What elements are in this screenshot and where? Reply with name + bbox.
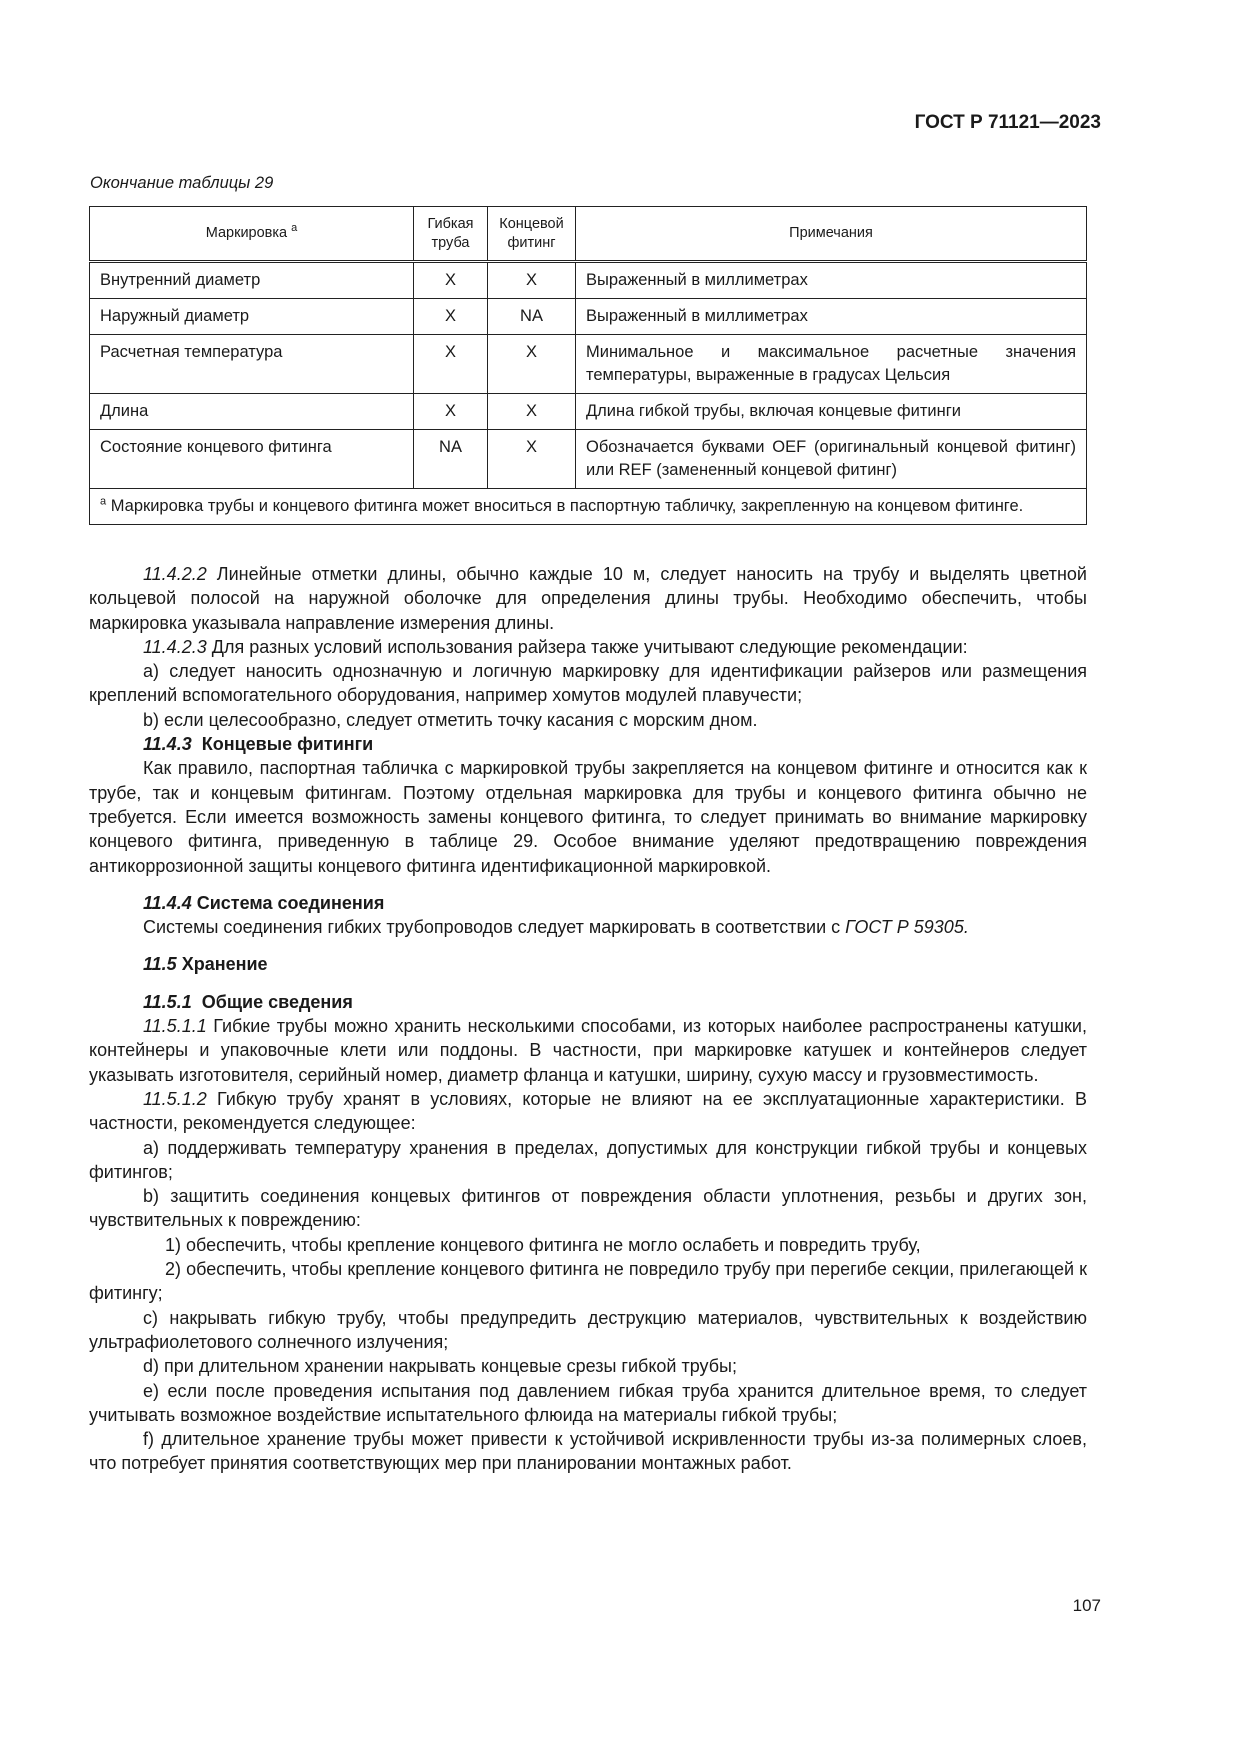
cell-marking: Длина	[90, 394, 414, 430]
heading-11-5: 11.5 Хранение	[143, 954, 268, 975]
table-29	[89, 206, 1087, 525]
table-row	[90, 262, 1087, 299]
cell-marking: Внутренний диаметр	[90, 262, 414, 299]
cell-pipe: NA	[414, 430, 488, 489]
paragraph-11-5-1-2: 11.5.1.2 Гибкую трубу хранят в условиях, которые не влияют на ее эксплуатационные характеристики. В частности, рекомендуется следующее:	[89, 1088, 1087, 1134]
table-footnote: $^a$ Маркировка трубы и концевого фитинга может вноситься в паспортную табличку, закрепленную на концевом фитинге.	[90, 489, 1087, 525]
cell-pipe: X	[414, 299, 488, 335]
list-item: f) длительное хранение трубы может привести к устойчивой искривленности трубы из-за полимерных слоев, что потребует принятия соответствующих мер при планировании монтажных работ.	[89, 1429, 1087, 1474]
cell-marking: Наружный диаметр	[90, 299, 414, 335]
list-subitem: 1) обеспечить, чтобы крепление концевого фитинга не могло ослабеть и повредить трубу,	[165, 1234, 921, 1255]
table-row	[90, 335, 1087, 394]
cell-note: Выраженный в миллиметрах	[576, 299, 1087, 335]
table-row	[90, 430, 1087, 489]
paragraph-11-4-3: Как правило, паспортная табличка с маркировкой трубы закрепляется на концевом фитинге и относится как к трубе, так и концевым фитингам. Поэтому отдельная маркировка для трубы и концевого фитинга обычно не требуется. Если имеется возможность замены концевого фитинга, то следует принимать во внимание маркировку концевого фитинга, приведенную в таблице 29. Особое внимание уделяют предотвращению повреждения антикоррозионной защиты концевого фитинга идентификационной маркировкой.	[89, 758, 1087, 876]
heading-11-5-1: 11.5.1 Общие сведения	[143, 991, 353, 1012]
standard-reference: ГОСТ Р 59305.	[845, 917, 969, 938]
cell-note: Минимальное и максимальное расчетные значения температуры, выраженные в градусах Цельсия	[576, 335, 1087, 394]
col-header-notes: Примечания	[576, 207, 1087, 262]
cell-pipe: X	[414, 335, 488, 394]
cell-pipe: X	[414, 394, 488, 430]
list-item: b) защитить соединения концевых фитингов от повреждения области уплотнения, резьбы и других зон, чувствительных к повреждению:	[89, 1186, 1087, 1231]
cell-note: Длина гибкой трубы, включая концевые фитинги	[576, 394, 1087, 430]
table-row	[90, 394, 1087, 430]
paragraph-11-4-2-3: 11.4.2.3 Для разных условий использования райзера также учитывают следующие рекомендации:	[143, 636, 968, 657]
cell-fitting: X	[488, 262, 576, 299]
cell-marking: Расчетная температура	[90, 335, 414, 394]
heading-11-4-4: 11.4.4 Система соединения	[143, 892, 385, 913]
list-item: e) если после проведения испытания под давлением гибкая труба хранится длительное время, то следует учитывать возможное воздействие испытательного флюида на материалы гибкой трубы;	[89, 1380, 1087, 1425]
list-item: a) поддерживать температуру хранения в пределах, допустимых для конструкции гибкой трубы и концевых фитингов;	[89, 1137, 1087, 1182]
list-item: d) при длительном хранении накрывать концевые срезы гибкой трубы;	[143, 1356, 737, 1377]
table-footnote-row	[90, 489, 1087, 525]
cell-fitting: X	[488, 335, 576, 394]
cell-fitting: NA	[488, 299, 576, 335]
cell-fitting: X	[488, 394, 576, 430]
body-text	[89, 562, 1087, 1476]
col-header-marking: Маркировка $^a$	[90, 207, 414, 262]
cell-note: Обозначается буквами OEF (оригинальный концевой фитинг) или REF (замененный концевой фитинг)	[576, 430, 1087, 489]
footnote-marker: a	[100, 495, 107, 508]
table-header-row	[90, 207, 1087, 262]
list-subitem: 2) обеспечить, чтобы крепление концевого фитинга не повредило трубу при перегибе секции, прилегающей к фитингу;	[89, 1259, 1087, 1304]
footnote-ref: a	[291, 222, 298, 235]
list-item: c) накрывать гибкую трубу, чтобы предупредить деструкцию материалов, чувствительных к воздействию ультрафиолетового солнечного излучения;	[89, 1307, 1087, 1352]
page-number: 107	[1072, 1596, 1101, 1615]
col-header-fitting: Концевой фитинг	[488, 207, 576, 262]
heading-11-4-3: 11.4.3 Концевые фитинги	[143, 734, 374, 755]
paragraph-11-4-2-2: 11.4.2.2 Линейные отметки длины, обычно каждые 10 м, следует наносить на трубу и выделять цветной кольцевой полосой на наружной оболочке для определения длины трубы. Необходимо обеспечить, чтобы маркировка указывала направление измерения длины.	[89, 564, 1087, 633]
list-item: b) если целесообразно, следует отметить точку касания с морским дном.	[143, 709, 758, 730]
document-id: ГОСТ Р 71121—2023	[914, 112, 1101, 133]
table-caption: Окончание таблицы 29	[90, 174, 274, 192]
cell-fitting: X	[488, 430, 576, 489]
paragraph-11-4-4: Системы соединения гибких трубопроводов следует маркировать в соответствии с ГОСТ Р 59305.	[143, 917, 969, 938]
cell-pipe: X	[414, 262, 488, 299]
cell-note: Выраженный в миллиметрах	[576, 262, 1087, 299]
cell-marking: Состояние концевого фитинга	[90, 430, 414, 489]
table-row	[90, 299, 1087, 335]
paragraph-11-5-1-1: 11.5.1.1 Гибкие трубы можно хранить несколькими способами, из которых наиболее распространены катушки, контейнеры и упаковочные клети или поддоны. В частности, при маркировке катушек и контейнеров следует указывать изготовителя, серийный номер, диаметр фланца и катушки, ширину, сухую массу и грузовместимость.	[89, 1016, 1087, 1085]
list-item: a) следует наносить однозначную и логичную маркировку для идентификации райзеров или размещения креплений вспомогательного оборудования, например хомутов модулей плавучести;	[89, 661, 1087, 706]
col-header-pipe: Гибкая труба	[414, 207, 488, 262]
